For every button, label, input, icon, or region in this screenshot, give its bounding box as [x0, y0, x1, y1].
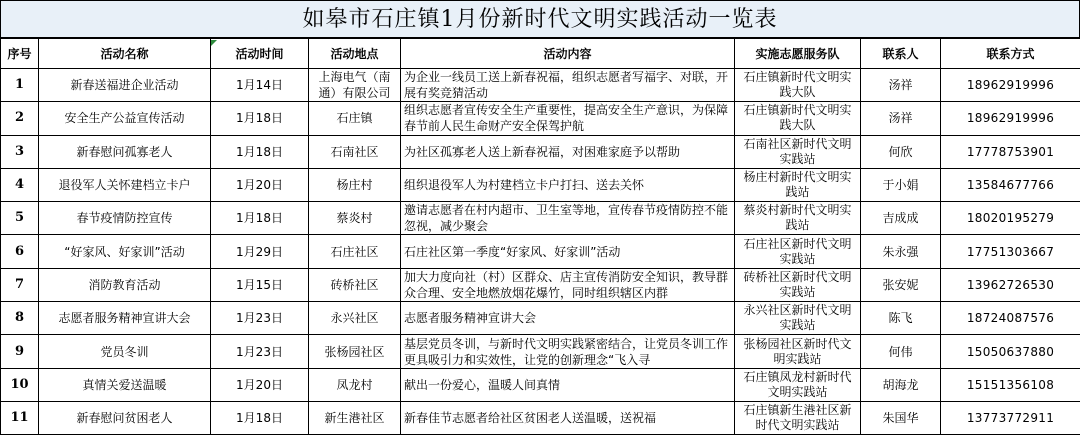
cell-activity-name[interactable]: [39, 235, 211, 268]
cell-activity-name-text: 安全生产公益宣传活动: [64, 111, 185, 126]
cell-no-text: 11: [10, 410, 29, 426]
table-row: [1, 202, 1080, 235]
cell-no[interactable]: [1, 335, 39, 368]
cell-activity-content-text: 为企业一线员工送上新春祝福，组织志愿者写福字、对联，开展有奖竞猜活动: [404, 70, 729, 101]
cell-no-text: 7: [14, 276, 25, 292]
cell-service-team[interactable]: [735, 335, 861, 368]
cell-activity-content[interactable]: [401, 401, 735, 434]
cell-activity-content[interactable]: [401, 302, 735, 335]
cell-contact-person[interactable]: [861, 135, 941, 168]
cell-activity-content[interactable]: [401, 135, 735, 168]
cell-activity-content-text: 为社区孤寡老人送上新春祝福，对困难家庭予以帮助: [404, 144, 681, 159]
cell-contact-phone-text: 13962726530: [966, 277, 1055, 292]
cell-service-team-text: 蔡炎村新时代文明实践站: [743, 203, 852, 233]
cell-activity-place-text: 石南社区: [330, 144, 379, 159]
cell-contact-person[interactable]: [861, 302, 941, 335]
table-row: [1, 268, 1080, 301]
cell-no-text: 4: [14, 177, 25, 193]
table-row: [1, 335, 1080, 368]
cell-activity-time[interactable]: [211, 135, 309, 168]
cell-activity-name[interactable]: [39, 168, 211, 201]
cell-contact-phone-text: 18962919996: [966, 78, 1055, 93]
cell-contact-person[interactable]: [861, 401, 941, 434]
header-no: 序号: [1, 39, 39, 69]
cell-service-team[interactable]: [735, 202, 861, 235]
cell-activity-time[interactable]: [211, 235, 309, 268]
header-phone: 联系方式: [941, 39, 1080, 69]
cell-activity-time-text: 1月29日: [236, 244, 283, 259]
cell-activity-time-text: 1月18日: [236, 411, 283, 426]
cell-contact-phone[interactable]: [941, 401, 1080, 434]
cell-activity-name[interactable]: [39, 401, 211, 434]
cell-contact-phone[interactable]: [941, 235, 1080, 268]
cell-activity-content-text: 志愿者服务精神宣讲大会: [404, 311, 537, 326]
cell-no[interactable]: [1, 401, 39, 434]
cell-contact-phone[interactable]: [941, 302, 1080, 335]
cell-activity-content-text: 新春佳节志愿者给社区贫困老人送温暖，送祝福: [404, 411, 657, 426]
sheet-title: 如皋市石庄镇1月份新时代文明实践活动一览表: [0, 0, 1080, 38]
cell-contact-person[interactable]: [861, 235, 941, 268]
cell-contact-phone-text: 18020195279: [966, 211, 1055, 226]
cell-no[interactable]: [1, 302, 39, 335]
cell-activity-name[interactable]: [39, 135, 211, 168]
cell-service-team[interactable]: [735, 102, 861, 135]
cell-activity-time[interactable]: [211, 401, 309, 434]
cell-activity-content-text: 石庄社区第一季度“好家风、好家训”活动: [404, 244, 621, 259]
cell-activity-name-text: 新春慰问孤寡老人: [76, 144, 173, 159]
cell-activity-place-text: 上海电气（南通）有限公司: [318, 70, 391, 101]
table-row: [1, 102, 1080, 135]
cell-activity-time-text: 1月20日: [236, 178, 283, 193]
cell-activity-content[interactable]: [401, 368, 735, 401]
cell-no-text: 10: [10, 376, 29, 392]
header-name: 活动名称: [39, 39, 211, 69]
cell-activity-time-text: 1月18日: [236, 211, 283, 226]
cell-activity-name-text: 党员冬训: [100, 344, 149, 359]
cell-activity-content[interactable]: [401, 268, 735, 301]
cell-service-team[interactable]: [735, 135, 861, 168]
header-team: 实施志愿服务队: [735, 39, 861, 69]
cell-contact-person-text: 吉成成: [882, 211, 919, 226]
cell-service-team-text: 石庄镇新时代文明实践大队: [743, 70, 852, 100]
cell-activity-name[interactable]: [39, 202, 211, 235]
cell-contact-phone[interactable]: [941, 69, 1080, 102]
cell-service-team[interactable]: [735, 168, 861, 201]
cell-activity-time[interactable]: [211, 268, 309, 301]
cell-activity-name[interactable]: [39, 268, 211, 301]
cell-no-text: 9: [14, 343, 25, 359]
cell-contact-person-text: 陈飞: [888, 311, 913, 326]
cell-contact-person-text: 汤祥: [888, 111, 913, 126]
cell-activity-name-text: “好家风、好家训”活动: [64, 244, 185, 259]
cell-contact-phone[interactable]: [941, 202, 1080, 235]
cell-activity-time-text: 1月15日: [236, 277, 283, 292]
cell-contact-phone[interactable]: [941, 368, 1080, 401]
cell-no[interactable]: [1, 102, 39, 135]
cell-activity-content[interactable]: [401, 235, 735, 268]
cell-activity-time-text: 1月23日: [236, 311, 283, 326]
cell-contact-phone-text: 18962919996: [966, 111, 1055, 126]
cell-contact-person-text: 胡海龙: [882, 377, 919, 392]
cell-contact-phone[interactable]: [941, 102, 1080, 135]
cell-contact-person-text: 何伟: [888, 344, 913, 359]
cell-activity-time[interactable]: [211, 69, 309, 102]
cell-no[interactable]: [1, 135, 39, 168]
cell-activity-time[interactable]: [211, 168, 309, 201]
cell-activity-name-text: 新春送福进企业活动: [70, 78, 179, 93]
cell-contact-phone[interactable]: [941, 168, 1080, 201]
cell-activity-name-text: 退役军人关怀建档立卡户: [58, 178, 191, 193]
cell-activity-name[interactable]: [39, 302, 211, 335]
activity-table: [0, 38, 1080, 435]
cell-activity-place-text: 蔡炎村: [336, 211, 373, 226]
cell-contact-phone-text: 17751303667: [966, 244, 1055, 259]
cell-service-team-text: 杨庄村新时代文明实践站: [743, 170, 852, 200]
cell-service-team-text: 石庄镇凤龙村新时代文明实践站: [743, 369, 852, 399]
cell-no[interactable]: [1, 69, 39, 102]
table-row: [1, 69, 1080, 102]
header-place: 活动地点: [309, 39, 401, 69]
cell-contact-person[interactable]: [861, 168, 941, 201]
cell-service-team[interactable]: [735, 368, 861, 401]
cell-service-team-text: 石南社区新时代文明实践站: [743, 136, 852, 166]
cell-activity-time[interactable]: [211, 368, 309, 401]
cell-contact-person[interactable]: [861, 202, 941, 235]
cell-activity-content-text: 组织退役军人为村建档立卡户打扫、送去关怀: [404, 178, 645, 193]
cell-contact-person-text: 于小娟: [882, 178, 919, 193]
cell-no[interactable]: [1, 235, 39, 268]
cell-activity-place[interactable]: [309, 202, 401, 235]
cell-activity-place-text: 永兴社区: [330, 311, 379, 326]
cell-contact-phone[interactable]: [941, 335, 1080, 368]
cell-service-team[interactable]: [735, 235, 861, 268]
cell-activity-name-text: 志愿者服务精神宣讲大会: [58, 311, 191, 326]
cell-activity-content-text: 组织志愿者宣传安全生产重要性，提高安全生产意识，为保障春节前人民生命财产安全保驾护航: [404, 103, 729, 134]
cell-no-text: 8: [14, 310, 25, 326]
cell-contact-person-text: 汤祥: [888, 78, 913, 93]
cell-contact-person[interactable]: [861, 268, 941, 301]
cell-activity-content-text: 邀请志愿者在村内超市、卫生室等地，宣传春节疫情防控不能忽视，减少聚会: [404, 203, 729, 234]
header-time: 活动时间: [211, 39, 309, 69]
cell-contact-phone-text: 17778753901: [966, 144, 1055, 159]
cell-no-text: 3: [14, 143, 25, 159]
cell-activity-place-text: 新生港社区: [324, 411, 385, 426]
cell-no[interactable]: [1, 202, 39, 235]
cell-contact-person-text: 何欣: [888, 144, 913, 159]
cell-activity-name-text: 真情关爱送温暖: [82, 377, 167, 392]
cell-service-team-text: 石庄镇新时代文明实践大队: [743, 103, 852, 133]
cell-activity-content[interactable]: [401, 335, 735, 368]
cell-contact-person-text: 朱永强: [882, 244, 919, 259]
cell-no-text: 2: [14, 110, 25, 126]
cell-activity-time-text: 1月14日: [236, 78, 283, 93]
table-row: [1, 135, 1080, 168]
cell-contact-person-text: 朱国华: [882, 411, 919, 426]
cell-activity-content[interactable]: [401, 202, 735, 235]
table-row: [1, 235, 1080, 268]
cell-activity-name[interactable]: [39, 368, 211, 401]
cell-contact-phone-text: 15050637880: [966, 344, 1055, 359]
cell-activity-time[interactable]: [211, 335, 309, 368]
cell-activity-place[interactable]: [309, 135, 401, 168]
header-content: 活动内容: [401, 39, 735, 69]
cell-activity-name[interactable]: [39, 69, 211, 102]
cell-activity-content-text: 献出一份爱心，温暖人间真情: [404, 377, 561, 392]
cell-activity-place-text: 砖桥社区: [330, 277, 379, 292]
cell-activity-name[interactable]: [39, 102, 211, 135]
cell-activity-place-text: 石庄镇: [336, 111, 373, 126]
cell-activity-place[interactable]: [309, 268, 401, 301]
cell-service-team-text: 张杨园社区新时代文明实践站: [743, 336, 852, 366]
header-contact: 联系人: [861, 39, 941, 69]
cell-activity-time-text: 1月23日: [236, 344, 283, 359]
cell-activity-content-text: 加大力度向社（村）区群众、店主宣传消防安全知识，教导群众合理、安全地燃放烟花爆竹，同时组织辖区内群: [404, 269, 729, 300]
cell-no[interactable]: [1, 268, 39, 301]
cell-contact-phone-text: 15151356108: [966, 377, 1055, 392]
cell-no[interactable]: [1, 168, 39, 201]
cell-activity-time-text: 1月18日: [236, 144, 283, 159]
table-row: [1, 401, 1080, 434]
table-row: [1, 168, 1080, 201]
cell-activity-place[interactable]: [309, 102, 401, 135]
cell-activity-place[interactable]: [309, 235, 401, 268]
cell-contact-person-text: 张安妮: [882, 277, 919, 292]
cell-activity-place-text: 凤龙村: [336, 377, 373, 392]
cell-activity-place[interactable]: [309, 368, 401, 401]
cell-activity-time[interactable]: [211, 102, 309, 135]
cell-activity-place-text: 张杨园社区: [324, 344, 385, 359]
cell-no[interactable]: [1, 368, 39, 401]
cell-service-team-text: 石庄社区新时代文明实践站: [743, 236, 852, 266]
cell-activity-content[interactable]: [401, 102, 735, 135]
cell-activity-place[interactable]: [309, 168, 401, 201]
table-row: [1, 368, 1080, 401]
cell-contact-phone-text: 13584677766: [966, 178, 1055, 193]
cell-service-team[interactable]: [735, 69, 861, 102]
cell-service-team-text: 砖桥社区新时代文明实践站: [743, 269, 852, 299]
cell-activity-place-text: 杨庄村: [336, 178, 373, 193]
cell-contact-phone-text: 18724087576: [966, 311, 1055, 326]
cell-activity-place[interactable]: [309, 302, 401, 335]
table-row: [1, 302, 1080, 335]
cell-activity-place[interactable]: [309, 401, 401, 434]
cell-activity-time[interactable]: [211, 202, 309, 235]
cell-activity-name[interactable]: [39, 335, 211, 368]
cell-service-team[interactable]: [735, 268, 861, 301]
cell-activity-time-text: 1月20日: [236, 377, 283, 392]
cell-activity-place[interactable]: [309, 69, 401, 102]
header-row: [1, 39, 1080, 69]
cell-activity-content[interactable]: [401, 168, 735, 201]
cell-contact-phone[interactable]: [941, 135, 1080, 168]
cell-service-team[interactable]: [735, 302, 861, 335]
cell-service-team-text: 石庄镇新生港社区新时代文明实践站: [743, 403, 852, 433]
cell-activity-name-text: 新春慰问贫困老人: [76, 411, 173, 426]
cell-contact-person[interactable]: [861, 102, 941, 135]
cell-no-text: 1: [14, 77, 25, 93]
cell-service-team[interactable]: [735, 401, 861, 434]
cell-contact-person[interactable]: [861, 368, 941, 401]
cell-activity-time-text: 1月18日: [236, 111, 283, 126]
cell-activity-name-text: 消防教育活动: [88, 277, 161, 292]
cell-activity-content-text: 基层党员冬训，与新时代文明实践紧密结合，让党员冬训工作更具吸引力和实效性，让党的创新理念“飞入寻: [404, 336, 729, 367]
cell-activity-time[interactable]: [211, 302, 309, 335]
cell-contact-person[interactable]: [861, 69, 941, 102]
cell-no-text: 5: [14, 210, 25, 226]
cell-activity-place-text: 石庄社区: [330, 244, 379, 259]
cell-activity-name-text: 春节疫情防控宣传: [76, 211, 173, 226]
cell-contact-phone[interactable]: [941, 268, 1080, 301]
cell-contact-person[interactable]: [861, 335, 941, 368]
cell-contact-phone-text: 13773772911: [966, 411, 1055, 426]
cell-activity-place[interactable]: [309, 335, 401, 368]
cell-no-text: 6: [14, 243, 25, 259]
cell-activity-content[interactable]: [401, 69, 735, 102]
cell-service-team-text: 永兴社区新时代文明实践站: [743, 303, 852, 333]
cell-comment-marker: [211, 40, 217, 46]
